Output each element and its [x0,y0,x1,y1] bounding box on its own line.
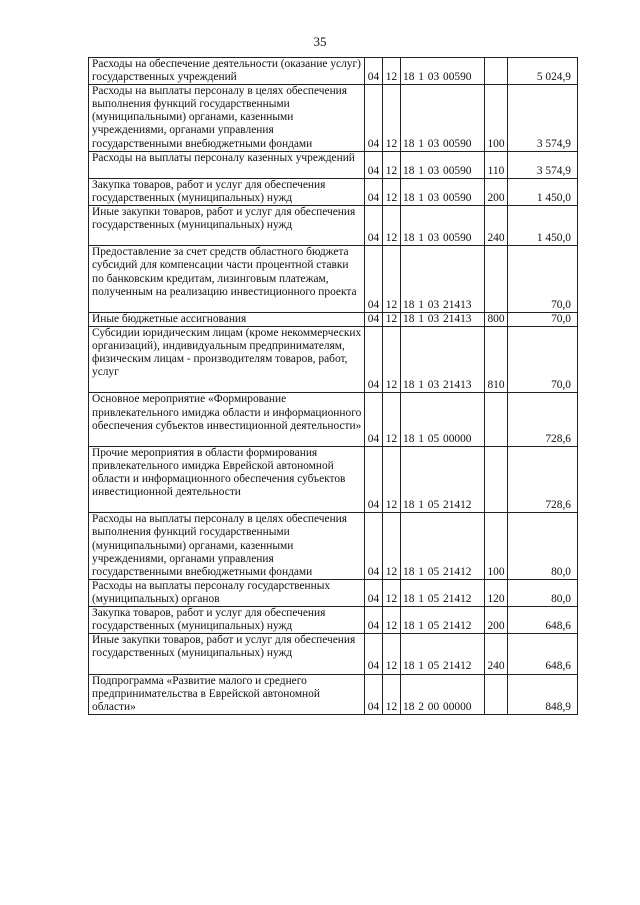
row-expense-type-code: 200 [485,607,508,634]
row-target-article-code: 18 1 05 21412 [401,607,485,634]
row-target-article-code: 18 1 05 21412 [401,513,485,580]
row-section-code: 04 [365,206,383,246]
table-row [89,58,578,85]
table-row [89,393,578,446]
row-expense-type-code [485,674,508,714]
row-name: Иные бюджетные ассигнования [89,312,365,326]
row-expense-type-code: 120 [485,579,508,606]
row-target-article-code: 18 1 03 00590 [401,206,485,246]
table-row [89,446,578,513]
row-name: Расходы на обеспечение деятельности (оказание услуг) государственных учреждений [89,58,365,85]
row-expense-type-code: 100 [485,85,508,152]
row-amount: 70,0 [508,246,578,313]
row-name: Расходы на выплаты персоналу в целях обеспечения выполнения функций государственными (муниципальными) органами, казенными учреждениями, органами управления государственными внебюджетными фондами [89,513,365,580]
table-row [89,312,578,326]
row-expense-type-code: 240 [485,634,508,674]
table-row [89,513,578,580]
row-section-code: 04 [365,393,383,446]
row-target-article-code: 18 1 05 00000 [401,393,485,446]
row-section-code: 04 [365,579,383,606]
row-name: Иные закупки товаров, работ и услуг для обеспечения государственных (муниципальных) нужд [89,206,365,246]
row-subsection-code: 12 [383,326,401,393]
table-row [89,579,578,606]
row-subsection-code: 12 [383,579,401,606]
table-row [89,674,578,714]
row-name: Расходы на выплаты персоналу казенных учреждений [89,151,365,178]
row-amount: 648,6 [508,607,578,634]
table-row [89,206,578,246]
row-amount: 80,0 [508,513,578,580]
row-section-code: 04 [365,246,383,313]
table-row [89,326,578,393]
row-target-article-code: 18 1 03 00590 [401,151,485,178]
row-subsection-code: 12 [383,206,401,246]
table-row [89,85,578,152]
row-subsection-code: 12 [383,178,401,205]
row-expense-type-code: 240 [485,206,508,246]
budget-table [88,57,578,715]
row-amount: 648,6 [508,634,578,674]
row-target-article-code: 18 1 03 00590 [401,85,485,152]
row-section-code: 04 [365,607,383,634]
row-subsection-code: 12 [383,246,401,313]
row-section-code: 04 [365,312,383,326]
row-target-article-code: 18 1 03 21413 [401,326,485,393]
row-amount: 848,9 [508,674,578,714]
row-amount: 5 024,9 [508,58,578,85]
row-expense-type-code: 800 [485,312,508,326]
row-section-code: 04 [365,674,383,714]
row-expense-type-code: 200 [485,178,508,205]
row-subsection-code: 12 [383,58,401,85]
row-expense-type-code [485,246,508,313]
row-name: Иные закупки товаров, работ и услуг для обеспечения государственных (муниципальных) нужд [89,634,365,674]
row-section-code: 04 [365,326,383,393]
row-amount: 728,6 [508,393,578,446]
row-expense-type-code: 100 [485,513,508,580]
row-expense-type-code [485,393,508,446]
row-section-code: 04 [365,85,383,152]
row-target-article-code: 18 2 00 00000 [401,674,485,714]
row-expense-type-code: 810 [485,326,508,393]
table-row [89,607,578,634]
row-amount: 3 574,9 [508,85,578,152]
row-section-code: 04 [365,446,383,513]
row-subsection-code: 12 [383,607,401,634]
row-section-code: 04 [365,58,383,85]
table-row [89,151,578,178]
row-amount: 80,0 [508,579,578,606]
row-target-article-code: 18 1 05 21412 [401,446,485,513]
row-target-article-code: 18 1 05 21412 [401,634,485,674]
row-name: Закупка товаров, работ и услуг для обеспечения государственных (муниципальных) нужд [89,178,365,205]
row-subsection-code: 12 [383,151,401,178]
table-row [89,634,578,674]
row-subsection-code: 12 [383,634,401,674]
row-amount: 70,0 [508,326,578,393]
row-section-code: 04 [365,151,383,178]
table-row [89,246,578,313]
row-subsection-code: 12 [383,674,401,714]
row-subsection-code: 12 [383,513,401,580]
row-expense-type-code [485,58,508,85]
row-subsection-code: 12 [383,85,401,152]
row-target-article-code: 18 1 05 21412 [401,579,485,606]
budget-table-body [89,58,578,715]
row-name: Закупка товаров, работ и услуг для обеспечения государственных (муниципальных) нужд [89,607,365,634]
row-expense-type-code [485,446,508,513]
row-expense-type-code: 110 [485,151,508,178]
row-section-code: 04 [365,634,383,674]
row-name: Подпрограмма «Развитие малого и среднего предпринимательства в Еврейской автономной области» [89,674,365,714]
row-name: Субсидии юридическим лицам (кроме некоммерческих организаций), индивидуальным предпринимателям, физическим лицам - производителям товаров, работ, услуг [89,326,365,393]
row-amount: 3 574,9 [508,151,578,178]
row-target-article-code: 18 1 03 21413 [401,312,485,326]
row-name: Расходы на выплаты персоналу в целях обеспечения выполнения функций государственными (муниципальными) органами, казенными учреждениями, органами управления государственными внебюджетными фондами [89,85,365,152]
row-section-code: 04 [365,513,383,580]
row-name: Предоставление за счет средств областного бюджета субсидий для компенсации части процентной ставки по банковским кредитам, лизинговым платежам, полученным на реализацию инвестиционного проекта [89,246,365,313]
row-section-code: 04 [365,178,383,205]
row-name: Расходы на выплаты персоналу государственных (муниципальных) органов [89,579,365,606]
row-amount: 1 450,0 [508,178,578,205]
row-target-article-code: 18 1 03 00590 [401,58,485,85]
row-amount: 1 450,0 [508,206,578,246]
row-name: Прочие мероприятия в области формирования привлекательного имиджа Еврейской автономной области и информационного обеспечения субъектов инвестиционной деятельности [89,446,365,513]
page-number: 35 [313,34,327,49]
row-subsection-code: 12 [383,393,401,446]
row-amount: 70,0 [508,312,578,326]
row-subsection-code: 12 [383,312,401,326]
row-name: Основное мероприятие «Формирование привлекательного имиджа области и информационного обеспечения субъектов инвестиционной деятельности» [89,393,365,446]
row-subsection-code: 12 [383,446,401,513]
row-amount: 728,6 [508,446,578,513]
row-target-article-code: 18 1 03 21413 [401,246,485,313]
table-row [89,178,578,205]
row-target-article-code: 18 1 03 00590 [401,178,485,205]
